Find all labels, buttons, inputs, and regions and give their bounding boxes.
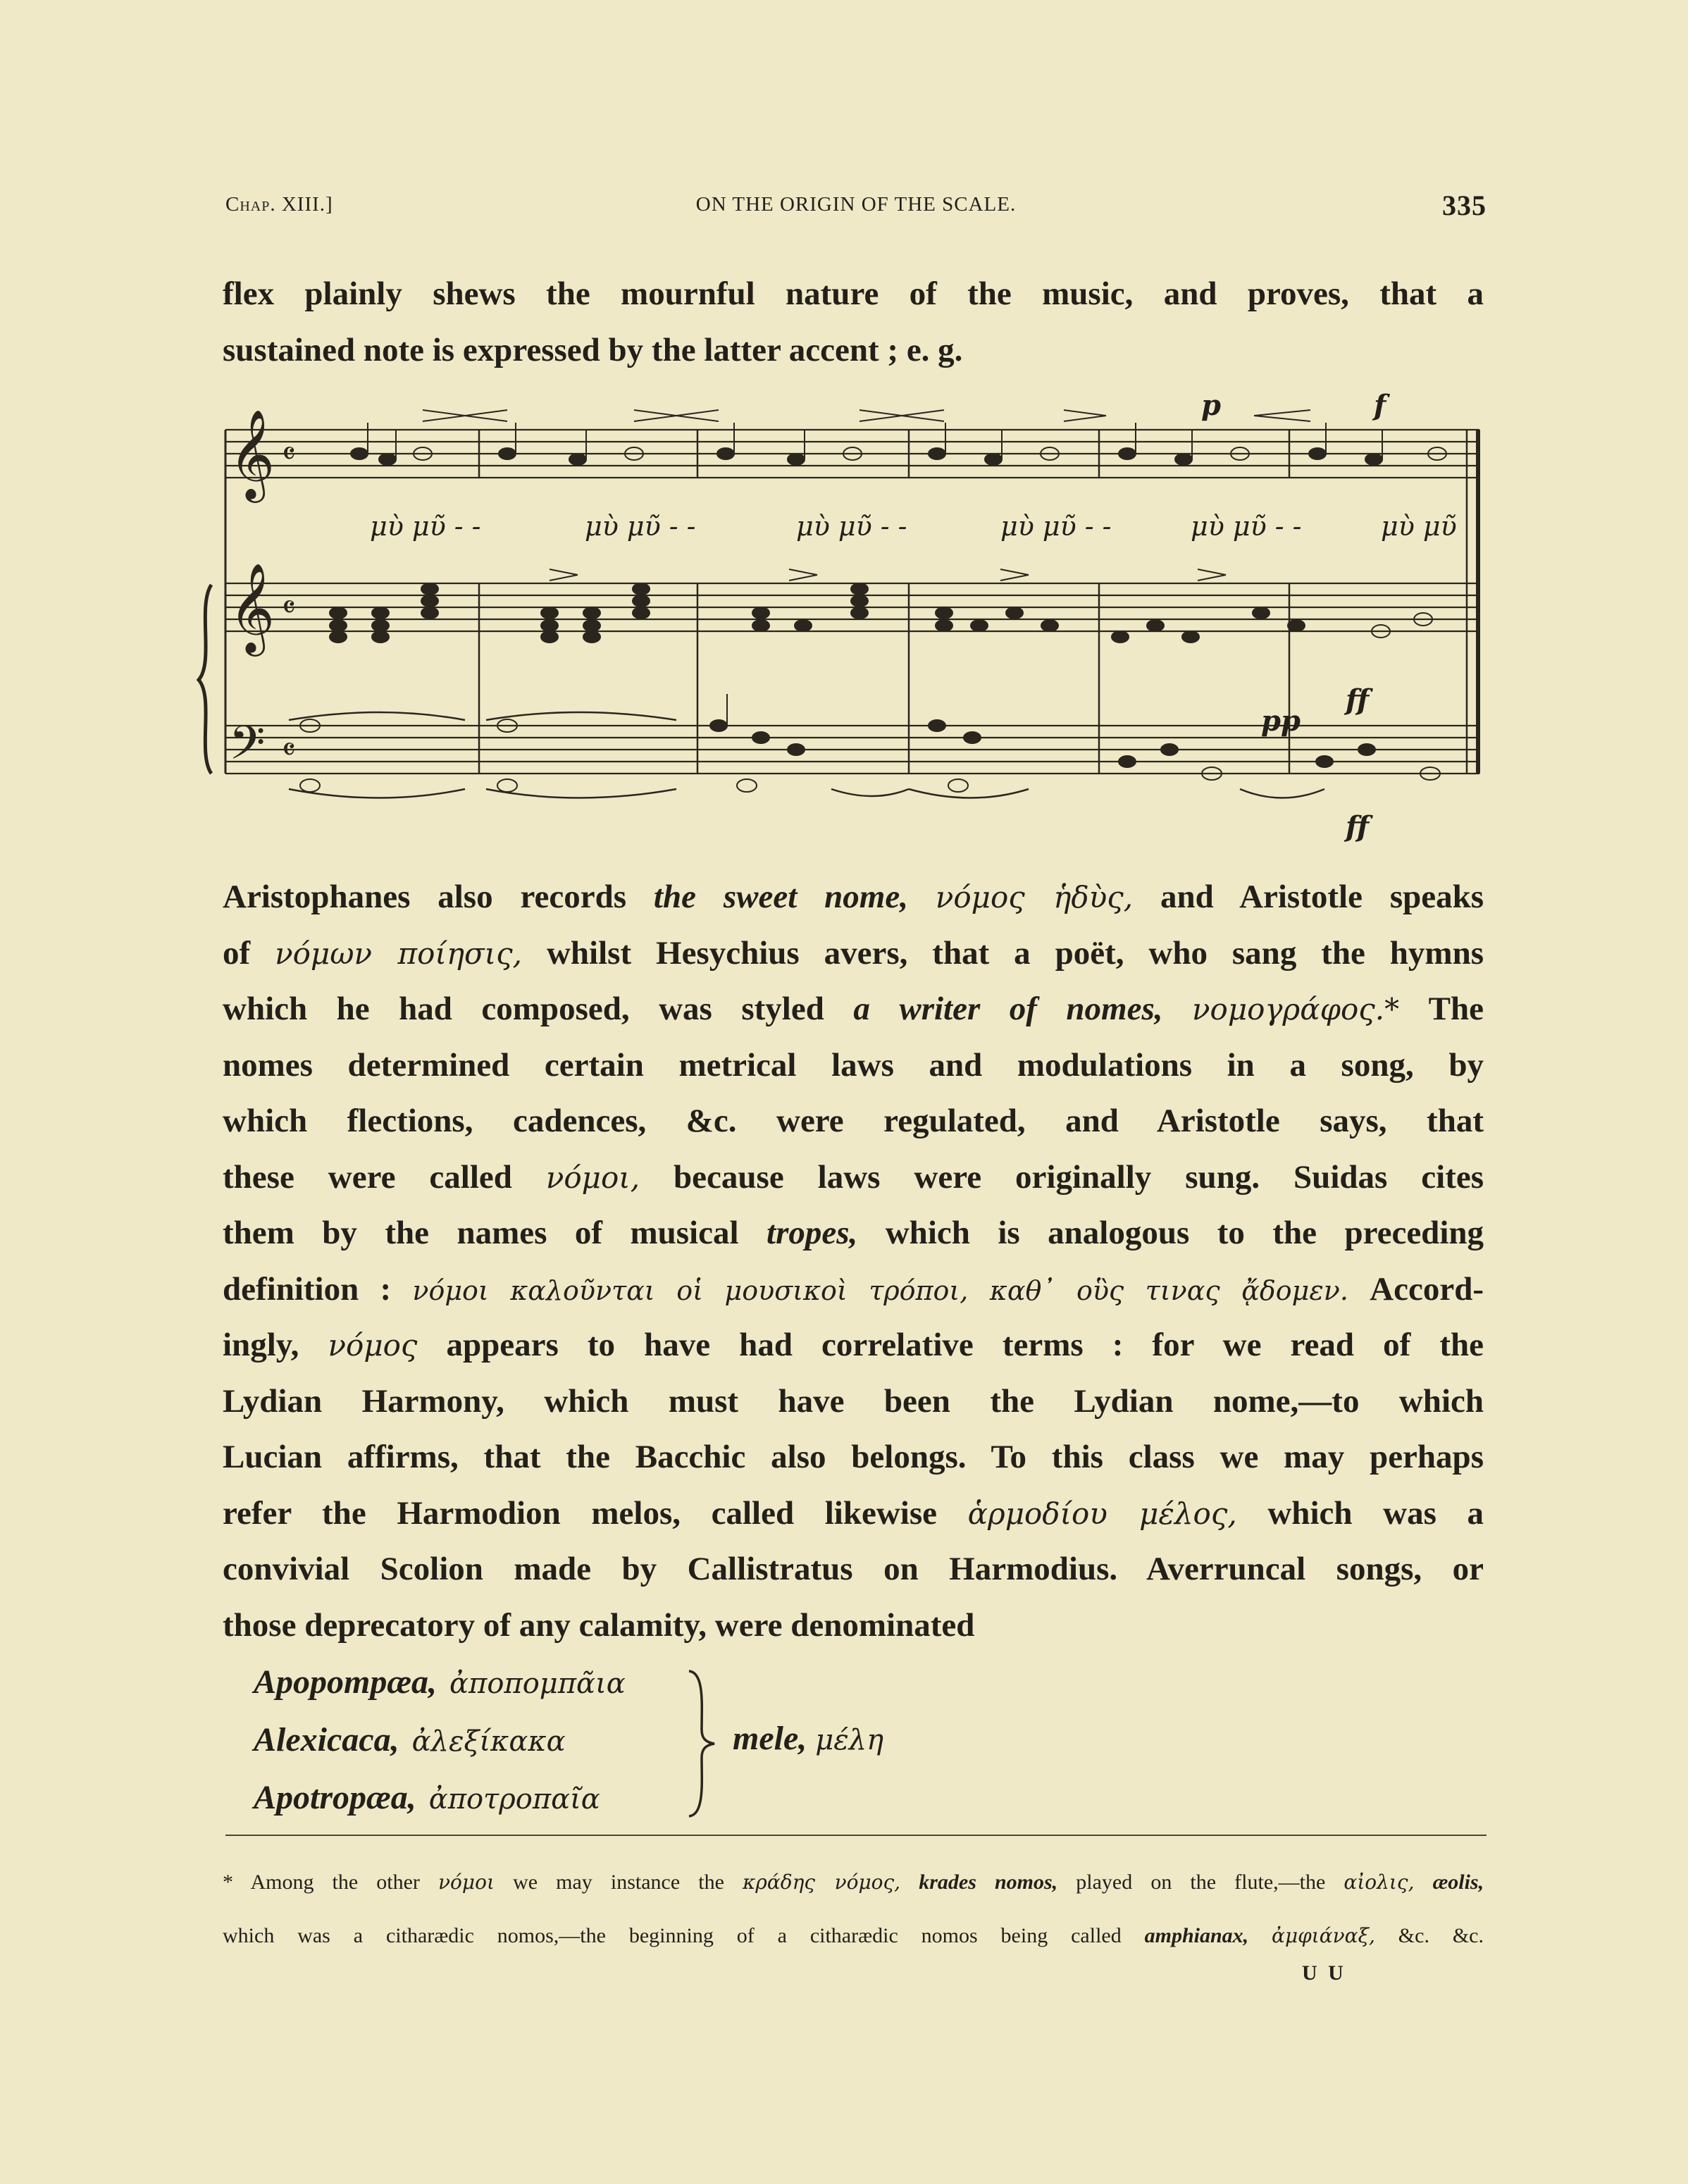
text-run: The xyxy=(1428,991,1484,1027)
text-run: which was a xyxy=(1267,1494,1484,1532)
svg-text:𝄴: 𝄴 xyxy=(282,732,296,768)
svg-text:𝄞: 𝄞 xyxy=(229,409,275,499)
lyric-syllables: μὺ μῦ - - xyxy=(370,511,481,542)
text-line: those deprecatory of any calamity, were denominated xyxy=(223,1606,975,1644)
score-notation xyxy=(183,395,1494,852)
term-item xyxy=(254,1720,566,1759)
text-line xyxy=(223,1150,1484,1206)
text-line: sustained note is expressed by the latter accent ; e. g. xyxy=(223,331,963,368)
text-line xyxy=(223,1205,1484,1262)
text-line xyxy=(223,1262,1484,1318)
mele-greek: μέλη xyxy=(815,1724,884,1756)
italic-run: tropes, xyxy=(767,1215,858,1251)
footnote-divider xyxy=(225,1835,1487,1836)
running-header xyxy=(225,189,1487,224)
mele-latin: mele, xyxy=(733,1720,807,1757)
footnote-line xyxy=(223,1856,1484,1909)
dynamic-pianissimo: pp xyxy=(1261,705,1301,738)
greek-run: νόμων ποίησις, xyxy=(275,936,523,971)
term-latin: Alexicaca, xyxy=(254,1721,399,1758)
greek-run: νόμος xyxy=(328,1328,418,1363)
term-latin: Apopompæa, xyxy=(254,1663,437,1701)
text-line: flex plainly shews the mournful nature of the music, and proves, that a xyxy=(223,275,1484,312)
text-run: of xyxy=(223,934,251,972)
text-run: because laws were originally sung. Suidas cites xyxy=(674,1158,1484,1196)
text-line xyxy=(223,1486,1484,1542)
italic-run: æolis, xyxy=(1432,1870,1484,1894)
svg-text:𝄞: 𝄞 xyxy=(229,562,275,652)
text-run: them by the names of musical xyxy=(223,1215,739,1251)
greek-run: ἀμφιάναξ, xyxy=(1272,1924,1375,1947)
term-item xyxy=(254,1778,600,1817)
text-line: Lucian affirms, that the Bacchic also belongs. To this class we may perhaps xyxy=(223,1439,1484,1475)
greek-run: αἰολις, xyxy=(1343,1870,1415,1894)
svg-text:𝄢: 𝄢 xyxy=(229,716,266,781)
main-paragraph xyxy=(223,869,1484,1653)
greek-run: νόμοι xyxy=(438,1870,495,1894)
svg-text:𝄴: 𝄴 xyxy=(282,590,296,626)
chapter-label: Chap. XIII.] xyxy=(225,193,333,216)
text-run: ingly, xyxy=(223,1327,299,1363)
signature-mark: U U xyxy=(1302,1961,1346,1985)
text-run: which is analogous to the preceding xyxy=(885,1215,1484,1251)
footnote-line xyxy=(223,1909,1484,1963)
curly-brace-icon xyxy=(683,1663,719,1825)
italic-run: amphianax, xyxy=(1144,1924,1249,1947)
text-line xyxy=(223,981,1484,1038)
text-run: definition : xyxy=(223,1270,392,1308)
italic-run: krades nomos, xyxy=(919,1870,1058,1894)
greek-run: νόμοι καλοῦνται οἱ μουσικοὶ τρόποι, καθ᾽ οὓς τινας ᾄδομεν. xyxy=(412,1274,1348,1306)
text-run: Aristophanes also records xyxy=(223,879,627,915)
dynamic-piano: p xyxy=(1201,389,1221,422)
text-line: nomes determined certain metrical laws and modulations in a song, by xyxy=(223,1046,1484,1084)
lyric-syllables: μὺ μῦ - - xyxy=(796,511,907,542)
greek-run: νόμοι, xyxy=(545,1160,640,1195)
text-run: which was a citharædic nomos,—the beginning of a citharædic nomos being called xyxy=(223,1924,1122,1947)
greek-run: νομογράφος.* xyxy=(1192,992,1400,1026)
dynamic-fortissimo: ff xyxy=(1346,810,1370,843)
text-line xyxy=(223,869,1484,926)
page-number: 335 xyxy=(1442,190,1487,221)
running-title: ON THE ORIGIN OF THE SCALE. xyxy=(695,193,1017,216)
greek-run: ἁρμοδίου μέλος, xyxy=(967,1496,1237,1531)
greek-run: νόμος ἡδὺς, xyxy=(935,880,1134,914)
text-run: Accord- xyxy=(1370,1270,1484,1308)
term-greek: ἀποπομπᾶια xyxy=(449,1668,626,1700)
text-line: convivial Scolion made by Callistratus on Harmodius. Averruncal songs, or xyxy=(223,1551,1484,1587)
text-run: refer the Harmodion melos, called likewise xyxy=(223,1494,938,1532)
text-run: we may instance the xyxy=(513,1870,724,1894)
italic-run: the sweet nome, xyxy=(653,879,908,915)
text-run: played on the flute,—the xyxy=(1076,1870,1326,1894)
dynamic-forte: f xyxy=(1374,389,1386,422)
text-run: &c. &c. xyxy=(1398,1924,1484,1947)
mele-label xyxy=(733,1719,883,1758)
text-line xyxy=(223,926,1484,982)
text-run: which he had composed, was styled xyxy=(223,991,824,1027)
svg-text:𝄴: 𝄴 xyxy=(282,436,296,472)
term-greek: ἀλεξίκακα xyxy=(411,1725,566,1758)
text-run: * Among the other xyxy=(223,1870,420,1894)
score-lyrics xyxy=(183,511,1494,553)
music-score xyxy=(183,389,1494,852)
text-run: and Aristotle speaks xyxy=(1160,879,1484,915)
term-greek: ἀποτροπαῖα xyxy=(428,1783,600,1816)
lyric-syllables: μὺ μῦ xyxy=(1381,511,1457,542)
term-latin: Apotropæa, xyxy=(254,1779,416,1816)
italic-run: a writer of nomes, xyxy=(853,991,1163,1027)
intro-paragraph xyxy=(223,266,1484,378)
footnote xyxy=(223,1856,1484,1963)
terms-list xyxy=(254,1663,1099,1832)
lyric-syllables: μὺ μῦ - - xyxy=(1000,511,1112,542)
term-item xyxy=(254,1663,626,1701)
greek-run: κράδης νόμος, xyxy=(743,1870,901,1894)
text-run: these were called xyxy=(223,1158,512,1196)
text-line: Lydian Harmony, which must have been the Lydian nome,—to which xyxy=(223,1382,1484,1420)
lyric-syllables: μὺ μῦ - - xyxy=(585,511,696,542)
lyric-syllables: μὺ μῦ - - xyxy=(1191,511,1302,542)
text-run: whilst Hesychius avers, that a poët, who sang the hymns xyxy=(546,934,1484,972)
text-line xyxy=(223,1317,1484,1374)
text-run: appears to have had correlative terms : for we read of the xyxy=(446,1327,1484,1363)
dynamic-fortissimo: ff xyxy=(1346,683,1370,716)
text-line: which flections, cadences, &c. were regulated, and Aristotle says, that xyxy=(223,1103,1484,1139)
